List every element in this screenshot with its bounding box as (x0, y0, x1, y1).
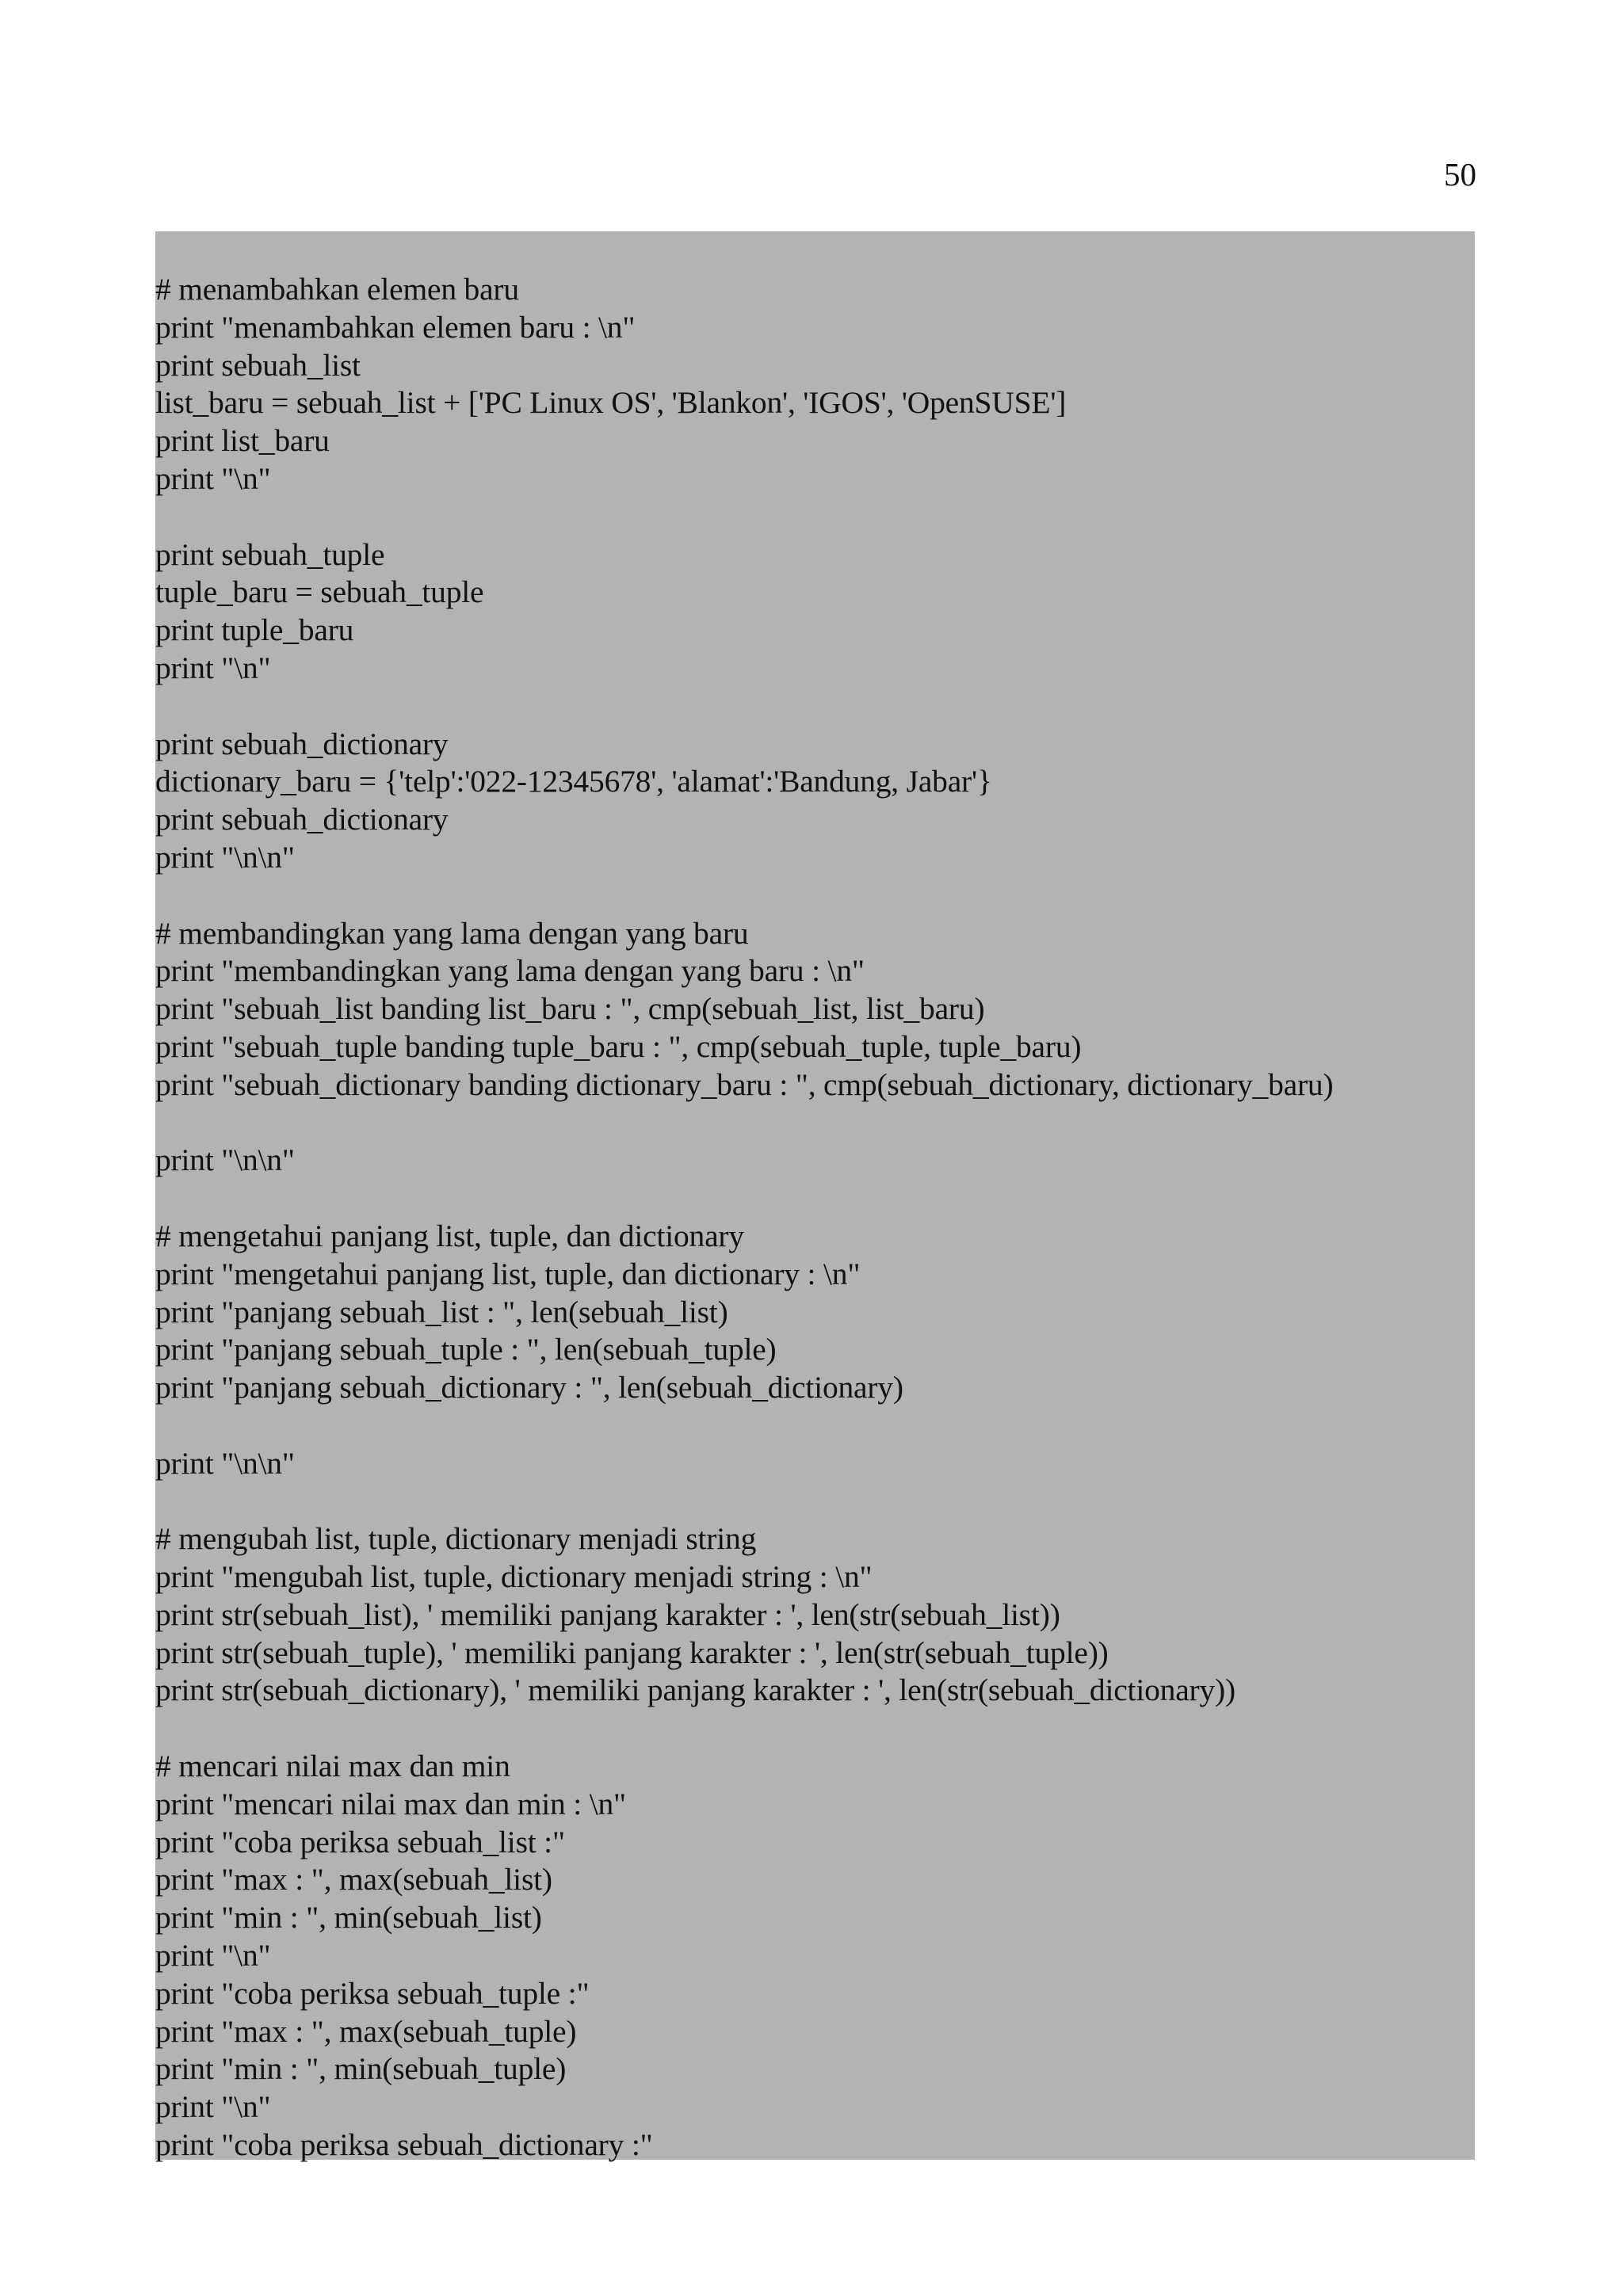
code-line: print sebuah_dictionary (155, 726, 449, 761)
code-line: print str(sebuah_dictionary), ' memiliki panjang karakter : ', len(str(sebuah_dictionary)) (155, 1672, 1235, 1708)
code-line: print "mengetahui panjang list, tuple, dan dictionary : \n" (155, 1256, 861, 1291)
code-blank-line (155, 498, 1475, 536)
code-line: print "membandingkan yang lama dengan yang baru : \n" (155, 953, 865, 989)
code-line: print "\n" (155, 460, 271, 496)
code-line: print "mencari nilai max dan min : \n" (155, 1786, 626, 1821)
code-line: print "coba periksa sebuah_dictionary :" (155, 2127, 653, 2163)
code-line: print sebuah_tuple (155, 536, 385, 572)
code-line: print "min : ", min(sebuah_tuple) (155, 2051, 567, 2087)
code-line: print "coba periksa sebuah_tuple :" (155, 1975, 590, 2011)
code-line: print "\n" (155, 2089, 271, 2125)
code-line: print list_baru (155, 423, 330, 459)
code-blank-line (155, 1407, 1475, 1445)
code-line: print "coba periksa sebuah_list :" (155, 1824, 565, 1859)
code-line: print "max : ", max(sebuah_tuple) (155, 2013, 577, 2049)
code-blank-line (155, 1710, 1475, 1748)
code-line: print "\n\n" (155, 839, 295, 875)
code-line: print "menambahkan elemen baru : \n" (155, 309, 636, 345)
code-line: print sebuah_dictionary (155, 802, 449, 837)
code-line: print str(sebuah_list), ' memiliki panjang karakter : ', len(str(sebuah_list)) (155, 1596, 1060, 1632)
page-number: 50 (1444, 156, 1476, 193)
code-line: print "\n\n" (155, 1142, 295, 1178)
code-comment-line: # mengetahui panjang list, tuple, dan dictionary (155, 1218, 744, 1253)
code-comment-line: # mencari nilai max dan min (155, 1749, 510, 1784)
code-line: print "mengubah list, tuple, dictionary menjadi string : \n" (155, 1559, 873, 1595)
code-line: tuple_baru = sebuah_tuple (155, 574, 484, 610)
code-comment-line: # mengubah list, tuple, dictionary menjadi string (155, 1521, 757, 1557)
code-line: print sebuah_list (155, 347, 361, 383)
code-line: print "min : ", min(sebuah_list) (155, 1900, 542, 1936)
code-blank-line (155, 1104, 1475, 1142)
code-line: print "panjang sebuah_tuple : ", len(sebuah_tuple) (155, 1332, 777, 1367)
code-line: list_baru = sebuah_list + ['PC Linux OS', 'Blankon', 'IGOS', 'OpenSUSE'] (155, 385, 1067, 421)
code-line: print "panjang sebuah_list : ", len(sebuah_list) (155, 1294, 728, 1329)
code-blank-line (155, 1483, 1475, 1521)
code-line: print "panjang sebuah_dictionary : ", len(sebuah_dictionary) (155, 1370, 903, 1405)
code-line: print "max : ", max(sebuah_list) (155, 1862, 552, 1897)
code-blank-line (155, 688, 1475, 726)
code-comment-line: # membandingkan yang lama dengan yang baru (155, 915, 749, 951)
code-line: dictionary_baru = {'telp':'022-12345678', 'alamat':'Bandung, Jabar'} (155, 764, 992, 799)
code-line: print "\n" (155, 650, 271, 685)
code-line: print "sebuah_dictionary banding dictionary_baru : ", cmp(sebuah_dictionary, dictionary_baru) (155, 1066, 1334, 1102)
code-line: print "sebuah_tuple banding tuple_baru : ", cmp(sebuah_tuple, tuple_baru) (155, 1028, 1082, 1064)
code-line: print "\n" (155, 1938, 271, 1974)
code-blank-line (155, 1180, 1475, 1218)
code-blank-line (155, 877, 1475, 915)
code-line: print str(sebuah_tuple), ' memiliki panjang karakter : ', len(str(sebuah_tuple)) (155, 1634, 1109, 1670)
code-listing (155, 231, 1475, 2163)
code-line: print tuple_baru (155, 612, 354, 648)
code-line: print "\n\n" (155, 1445, 295, 1481)
code-line: print "sebuah_list banding list_baru : ", cmp(sebuah_list, list_baru) (155, 991, 985, 1027)
code-comment-line: # menambahkan elemen baru (155, 272, 519, 307)
